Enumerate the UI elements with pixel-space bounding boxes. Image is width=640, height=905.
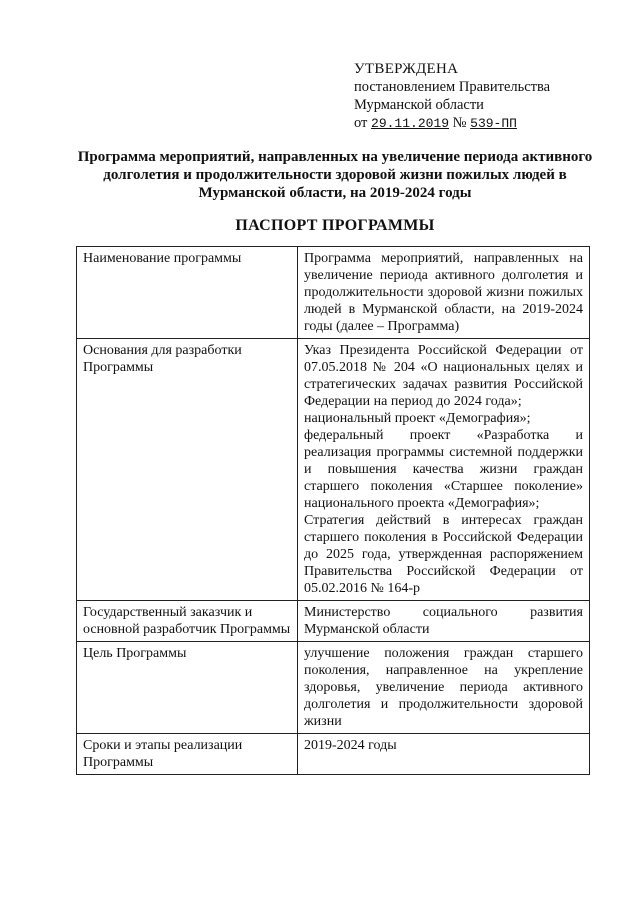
value-paragraph: национальный проект «Демография»;	[304, 411, 531, 426]
row-value	[298, 247, 590, 339]
table-row	[77, 642, 590, 734]
approval-title: УТВЕРЖДЕНА	[354, 61, 459, 77]
row-value	[298, 642, 590, 734]
value-paragraph: Указ Президента Российской Федерации от 07.05.2018 № 204 «О национальных целях и стратегических задачах развития Российской Федерации на период до 2024 года»;	[304, 343, 583, 409]
row-label: Наименование программы	[77, 247, 298, 339]
table-row	[77, 734, 590, 775]
approval-number: 539-ПП	[470, 116, 517, 131]
row-value	[298, 734, 590, 775]
value-paragraph: 2019-2024 годы	[304, 738, 397, 753]
value-paragraph: Программа мероприятий, направленных на увеличение периода активного долголетия и продолжительности здоровой жизни пожилых людей в Мурманской области, на 2019-2024 годы (далее – Программа)	[304, 251, 583, 334]
section-title: ПАСПОРТ ПРОГРАММЫ	[235, 217, 435, 234]
document-title: Программа мероприятий, направленных на увеличение периода активного долголетия и продолжительности здоровой жизни пожилых людей в Мурманской области, на 2019-2024 годы	[77, 149, 593, 201]
approval-date-prefix: от	[354, 115, 368, 131]
row-value	[298, 601, 590, 642]
approval-stamp	[354, 60, 614, 133]
row-label: Цель Программы	[77, 642, 298, 734]
row-value	[298, 339, 590, 601]
value-paragraph: Стратегия действий в интересах граждан старшего поколения в Российской Федерации до 2025 года, утвержденная распоряжением Правительства Российской Федерации от 05.02.2016 № 164-р	[304, 513, 583, 596]
value-paragraph: улучшение положения граждан старшего поколения, направленное на укрепление здоровья, увеличение периода активного долголетия и продолжительности здоровой жизни	[304, 646, 583, 729]
row-label: Сроки и этапы реализации Программы	[77, 734, 298, 775]
approval-date-line	[354, 114, 614, 133]
table-row	[77, 339, 590, 601]
approval-line-2: Мурманской области	[354, 97, 484, 113]
approval-line-1: постановлением Правительства	[354, 79, 551, 95]
table-row	[77, 247, 590, 339]
row-label: Государственный заказчик и основной разработчик Программы	[77, 601, 298, 642]
table-row	[77, 601, 590, 642]
approval-number-prefix: №	[452, 115, 467, 131]
passport-table	[76, 246, 590, 775]
approval-date: 29.11.2019	[371, 116, 450, 131]
row-label: Основания для разработки Программы	[77, 339, 298, 601]
value-paragraph: Министерство социального развития Мурманской области	[304, 605, 583, 637]
value-paragraph: федеральный проект «Разработка и реализация программы системной поддержки и повышения качества жизни граждан старшего поколения «Старшее поколение» национального проекта «Демография»;	[304, 428, 583, 511]
